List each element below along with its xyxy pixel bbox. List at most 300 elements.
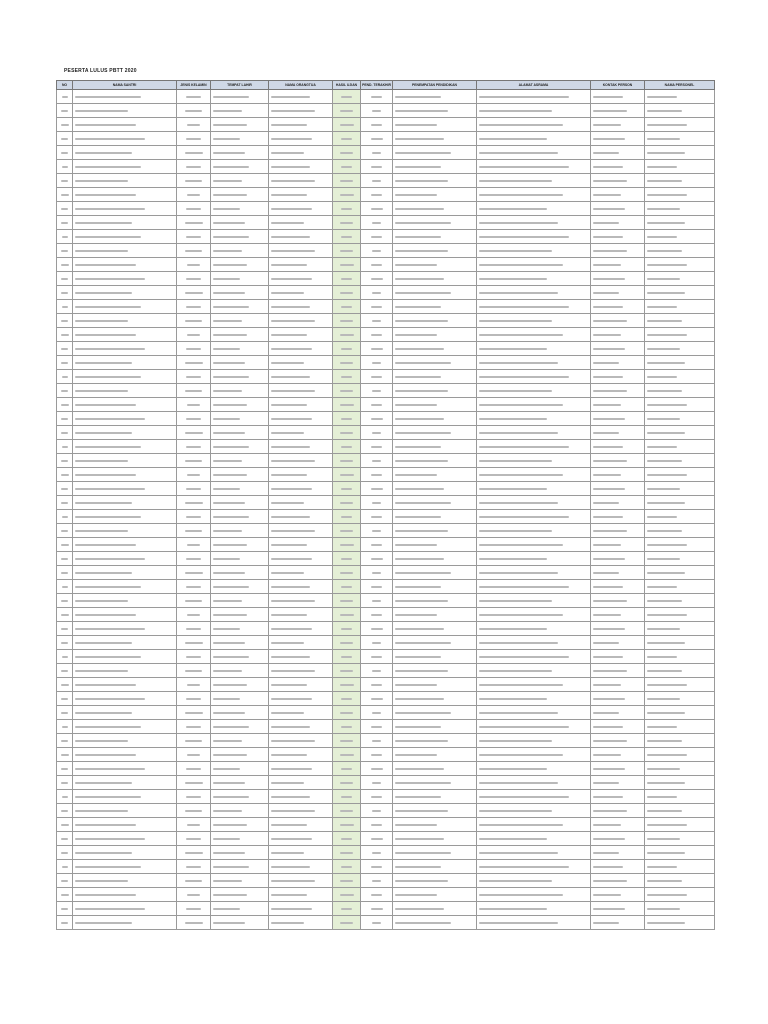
illegible-text-placeholder xyxy=(479,278,547,280)
table-cell-placeholder xyxy=(73,734,177,748)
illegible-text-placeholder xyxy=(395,726,441,728)
illegible-text-placeholder xyxy=(213,124,247,126)
illegible-text-placeholder xyxy=(593,320,627,322)
table-cell-placeholder xyxy=(57,748,73,762)
illegible-text-placeholder xyxy=(647,180,682,182)
table-cell-placeholder xyxy=(333,552,361,566)
illegible-text-placeholder xyxy=(372,852,382,854)
table-cell-placeholder xyxy=(269,384,333,398)
table-cell-placeholder xyxy=(645,510,715,524)
table-cell-placeholder xyxy=(361,902,393,916)
illegible-text-placeholder xyxy=(340,264,354,266)
illegible-text-placeholder xyxy=(341,516,352,518)
table-cell-placeholder xyxy=(361,650,393,664)
illegible-text-placeholder xyxy=(479,544,563,546)
illegible-text-placeholder xyxy=(340,474,354,476)
table-cell-placeholder xyxy=(57,566,73,580)
table-cell-placeholder xyxy=(269,370,333,384)
table-cell-placeholder xyxy=(211,748,269,762)
illegible-text-placeholder xyxy=(62,656,68,658)
table-cell-placeholder xyxy=(645,580,715,594)
table-cell-placeholder xyxy=(73,454,177,468)
table-cell-placeholder xyxy=(645,356,715,370)
table-cell-placeholder xyxy=(57,720,73,734)
table-cell-placeholder xyxy=(645,650,715,664)
table-cell-placeholder xyxy=(269,174,333,188)
table-cell-placeholder xyxy=(269,496,333,510)
illegible-text-placeholder xyxy=(75,824,136,826)
table-cell-placeholder xyxy=(361,104,393,118)
illegible-text-placeholder xyxy=(593,628,625,630)
table-cell-placeholder xyxy=(269,216,333,230)
illegible-text-placeholder xyxy=(479,222,558,224)
illegible-text-placeholder xyxy=(61,754,69,756)
illegible-text-placeholder xyxy=(271,208,312,210)
col-header-penempatan: PENEMPATAN PENDIDIKAN xyxy=(393,81,477,90)
illegible-text-placeholder xyxy=(395,264,437,266)
illegible-text-placeholder xyxy=(372,152,382,154)
table-cell-placeholder xyxy=(591,734,645,748)
illegible-text-placeholder xyxy=(271,530,315,532)
table-cell-placeholder xyxy=(393,776,477,790)
table-cell-placeholder xyxy=(591,398,645,412)
illegible-text-placeholder xyxy=(340,432,353,434)
illegible-text-placeholder xyxy=(395,768,444,770)
table-row xyxy=(57,902,715,916)
illegible-text-placeholder xyxy=(395,880,448,882)
illegible-text-placeholder xyxy=(62,586,68,588)
illegible-text-placeholder xyxy=(75,208,145,210)
illegible-text-placeholder xyxy=(371,866,382,868)
table-cell-placeholder xyxy=(393,846,477,860)
table-cell-placeholder xyxy=(73,818,177,832)
illegible-text-placeholder xyxy=(479,320,552,322)
illegible-text-placeholder xyxy=(271,684,307,686)
illegible-text-placeholder xyxy=(213,208,240,210)
illegible-text-placeholder xyxy=(61,124,69,126)
table-cell-placeholder xyxy=(269,440,333,454)
table-cell-placeholder xyxy=(57,678,73,692)
illegible-text-placeholder xyxy=(61,278,68,280)
table-cell-placeholder xyxy=(591,776,645,790)
table-cell-placeholder xyxy=(645,174,715,188)
table-cell-placeholder xyxy=(591,314,645,328)
table-row xyxy=(57,370,715,384)
illegible-text-placeholder xyxy=(187,754,201,756)
illegible-text-placeholder xyxy=(185,670,202,672)
illegible-text-placeholder xyxy=(479,908,547,910)
illegible-text-placeholder xyxy=(647,278,680,280)
illegible-text-placeholder xyxy=(341,208,352,210)
table-cell-placeholder xyxy=(361,692,393,706)
illegible-text-placeholder xyxy=(371,586,382,588)
table-cell-placeholder xyxy=(73,804,177,818)
illegible-text-placeholder xyxy=(75,194,136,196)
illegible-text-placeholder xyxy=(271,628,312,630)
table-cell-placeholder xyxy=(211,244,269,258)
illegible-text-placeholder xyxy=(395,656,441,658)
table-cell-placeholder xyxy=(211,300,269,314)
illegible-text-placeholder xyxy=(340,110,352,112)
table-row xyxy=(57,258,715,272)
table-row xyxy=(57,482,715,496)
illegible-text-placeholder xyxy=(647,334,687,336)
illegible-text-placeholder xyxy=(593,250,627,252)
illegible-text-placeholder xyxy=(61,880,68,882)
table-cell-placeholder xyxy=(57,426,73,440)
table-cell-placeholder xyxy=(393,524,477,538)
illegible-text-placeholder xyxy=(75,432,132,434)
table-cell-placeholder xyxy=(73,398,177,412)
illegible-text-placeholder xyxy=(479,110,552,112)
table-cell-placeholder xyxy=(57,314,73,328)
illegible-text-placeholder xyxy=(593,488,625,490)
illegible-text-placeholder xyxy=(75,530,128,532)
table-cell-placeholder xyxy=(57,342,73,356)
table-row xyxy=(57,132,715,146)
table-cell-placeholder xyxy=(269,300,333,314)
illegible-text-placeholder xyxy=(75,348,145,350)
table-cell-placeholder xyxy=(361,468,393,482)
table-cell-placeholder xyxy=(477,272,591,286)
table-cell-placeholder xyxy=(177,160,211,174)
table-row xyxy=(57,440,715,454)
table-cell-placeholder xyxy=(361,916,393,930)
illegible-text-placeholder xyxy=(479,404,563,406)
table-cell-placeholder xyxy=(393,874,477,888)
table-cell-placeholder xyxy=(57,482,73,496)
table-cell-placeholder xyxy=(361,454,393,468)
table-row xyxy=(57,314,715,328)
table-cell-placeholder xyxy=(591,272,645,286)
illegible-text-placeholder xyxy=(271,194,307,196)
table-cell-placeholder xyxy=(73,496,177,510)
illegible-text-placeholder xyxy=(213,488,240,490)
table-cell-placeholder xyxy=(211,832,269,846)
table-cell-placeholder xyxy=(393,594,477,608)
table-cell-placeholder xyxy=(645,370,715,384)
table-cell-placeholder xyxy=(269,524,333,538)
table-cell-placeholder xyxy=(333,118,361,132)
table-cell-placeholder xyxy=(645,412,715,426)
table-cell-placeholder xyxy=(477,188,591,202)
table-cell-placeholder xyxy=(269,286,333,300)
table-cell-placeholder xyxy=(477,90,591,104)
illegible-text-placeholder xyxy=(186,376,201,378)
table-cell-placeholder xyxy=(645,888,715,902)
table-cell-placeholder xyxy=(333,384,361,398)
table-cell-placeholder xyxy=(177,622,211,636)
illegible-text-placeholder xyxy=(371,768,383,770)
table-cell-placeholder xyxy=(177,496,211,510)
illegible-text-placeholder xyxy=(75,474,136,476)
table-cell-placeholder xyxy=(333,90,361,104)
illegible-text-placeholder xyxy=(341,446,352,448)
illegible-text-placeholder xyxy=(75,166,141,168)
table-cell-placeholder xyxy=(269,566,333,580)
table-cell-placeholder xyxy=(73,720,177,734)
illegible-text-placeholder xyxy=(185,320,202,322)
illegible-text-placeholder xyxy=(371,614,382,616)
illegible-text-placeholder xyxy=(647,894,687,896)
table-cell-placeholder xyxy=(361,202,393,216)
table-row xyxy=(57,426,715,440)
table-cell-placeholder xyxy=(477,314,591,328)
illegible-text-placeholder xyxy=(340,810,352,812)
col-header-no: NO xyxy=(57,81,73,90)
table-cell-placeholder xyxy=(393,860,477,874)
illegible-text-placeholder xyxy=(340,572,353,574)
illegible-text-placeholder xyxy=(213,138,240,140)
illegible-text-placeholder xyxy=(271,712,304,714)
illegible-text-placeholder xyxy=(647,726,677,728)
illegible-text-placeholder xyxy=(75,754,136,756)
illegible-text-placeholder xyxy=(647,600,682,602)
table-cell-placeholder xyxy=(591,146,645,160)
illegible-text-placeholder xyxy=(213,768,240,770)
illegible-text-placeholder xyxy=(271,782,304,784)
table-cell-placeholder xyxy=(333,818,361,832)
table-cell-placeholder xyxy=(177,664,211,678)
table-cell-placeholder xyxy=(645,608,715,622)
illegible-text-placeholder xyxy=(187,404,201,406)
table-cell-placeholder xyxy=(211,692,269,706)
table-cell-placeholder xyxy=(269,762,333,776)
illegible-text-placeholder xyxy=(395,796,441,798)
table-row xyxy=(57,622,715,636)
illegible-text-placeholder xyxy=(75,600,128,602)
table-cell-placeholder xyxy=(393,706,477,720)
table-cell-placeholder xyxy=(177,580,211,594)
table-cell-placeholder xyxy=(645,496,715,510)
table-cell-placeholder xyxy=(591,748,645,762)
table-cell-placeholder xyxy=(591,888,645,902)
table-cell-placeholder xyxy=(477,468,591,482)
table-cell-placeholder xyxy=(393,734,477,748)
table-cell-placeholder xyxy=(177,902,211,916)
table-cell-placeholder xyxy=(361,608,393,622)
illegible-text-placeholder xyxy=(187,894,201,896)
illegible-text-placeholder xyxy=(395,530,448,532)
illegible-text-placeholder xyxy=(75,152,132,154)
illegible-text-placeholder xyxy=(593,768,625,770)
illegible-text-placeholder xyxy=(213,152,245,154)
illegible-text-placeholder xyxy=(75,502,132,504)
illegible-text-placeholder xyxy=(75,768,145,770)
table-cell-placeholder xyxy=(57,244,73,258)
illegible-text-placeholder xyxy=(185,250,202,252)
table-cell-placeholder xyxy=(269,818,333,832)
table-cell-placeholder xyxy=(211,594,269,608)
table-cell-placeholder xyxy=(591,286,645,300)
illegible-text-placeholder xyxy=(75,124,136,126)
table-cell-placeholder xyxy=(269,90,333,104)
table-cell-placeholder xyxy=(211,776,269,790)
table-cell-placeholder xyxy=(645,860,715,874)
illegible-text-placeholder xyxy=(213,838,240,840)
table-cell-placeholder xyxy=(361,328,393,342)
illegible-text-placeholder xyxy=(75,586,141,588)
table-cell-placeholder xyxy=(177,832,211,846)
illegible-text-placeholder xyxy=(213,852,245,854)
table-cell-placeholder xyxy=(645,426,715,440)
illegible-text-placeholder xyxy=(593,586,623,588)
illegible-text-placeholder xyxy=(271,852,304,854)
table-cell-placeholder xyxy=(73,524,177,538)
illegible-text-placeholder xyxy=(479,810,552,812)
table-cell-placeholder xyxy=(645,146,715,160)
illegible-text-placeholder xyxy=(61,264,69,266)
table-cell-placeholder xyxy=(477,678,591,692)
table-cell-placeholder xyxy=(393,202,477,216)
table-cell-placeholder xyxy=(645,440,715,454)
illegible-text-placeholder xyxy=(61,740,68,742)
illegible-text-placeholder xyxy=(371,726,382,728)
illegible-text-placeholder xyxy=(271,796,310,798)
table-cell-placeholder xyxy=(177,216,211,230)
document-title: PESERTA LULUS PBTT 2020 xyxy=(64,68,137,74)
table-cell-placeholder xyxy=(73,594,177,608)
table-cell-placeholder xyxy=(591,846,645,860)
illegible-text-placeholder xyxy=(372,642,382,644)
table-row xyxy=(57,636,715,650)
table-cell-placeholder xyxy=(361,636,393,650)
table-cell-placeholder xyxy=(333,706,361,720)
table-cell-placeholder xyxy=(333,580,361,594)
illegible-text-placeholder xyxy=(185,530,202,532)
table-cell-placeholder xyxy=(645,314,715,328)
table-cell-placeholder xyxy=(645,678,715,692)
table-cell-placeholder xyxy=(333,846,361,860)
table-cell-placeholder xyxy=(177,146,211,160)
col-header-nama-personel: NAMA PERSONEL xyxy=(645,81,715,90)
illegible-text-placeholder xyxy=(213,334,247,336)
table-cell-placeholder xyxy=(333,860,361,874)
illegible-text-placeholder xyxy=(647,810,682,812)
table-cell-placeholder xyxy=(333,468,361,482)
table-cell-placeholder xyxy=(361,258,393,272)
illegible-text-placeholder xyxy=(61,292,69,294)
table-cell-placeholder xyxy=(269,846,333,860)
table-cell-placeholder xyxy=(361,860,393,874)
table-row xyxy=(57,398,715,412)
table-cell-placeholder xyxy=(57,664,73,678)
table-cell-placeholder xyxy=(269,776,333,790)
col-header-tempat-lahir: TEMPAT LAHIR xyxy=(211,81,269,90)
table-cell-placeholder xyxy=(393,692,477,706)
illegible-text-placeholder xyxy=(647,544,687,546)
table-cell-placeholder xyxy=(211,216,269,230)
table-cell-placeholder xyxy=(269,230,333,244)
illegible-text-placeholder xyxy=(479,432,558,434)
illegible-text-placeholder xyxy=(213,796,249,798)
illegible-text-placeholder xyxy=(213,684,247,686)
table-cell-placeholder xyxy=(333,342,361,356)
illegible-text-placeholder xyxy=(271,768,312,770)
table-cell-placeholder xyxy=(269,510,333,524)
table-cell-placeholder xyxy=(269,594,333,608)
illegible-text-placeholder xyxy=(75,110,128,112)
illegible-text-placeholder xyxy=(479,558,547,560)
table-cell-placeholder xyxy=(393,314,477,328)
illegible-text-placeholder xyxy=(647,782,685,784)
table-row xyxy=(57,776,715,790)
illegible-text-placeholder xyxy=(479,376,569,378)
table-cell-placeholder xyxy=(591,384,645,398)
illegible-text-placeholder xyxy=(213,530,242,532)
illegible-text-placeholder xyxy=(75,418,145,420)
illegible-text-placeholder xyxy=(479,334,563,336)
illegible-text-placeholder xyxy=(213,516,249,518)
table-cell-placeholder xyxy=(333,160,361,174)
table-cell-placeholder xyxy=(393,454,477,468)
table-cell-placeholder xyxy=(361,286,393,300)
illegible-text-placeholder xyxy=(213,810,242,812)
table-cell-placeholder xyxy=(477,762,591,776)
table-cell-placeholder xyxy=(333,636,361,650)
illegible-text-placeholder xyxy=(61,684,69,686)
table-cell-placeholder xyxy=(57,216,73,230)
illegible-text-placeholder xyxy=(185,642,203,644)
table-body xyxy=(57,90,715,930)
illegible-text-placeholder xyxy=(647,642,685,644)
table-cell-placeholder xyxy=(333,174,361,188)
illegible-text-placeholder xyxy=(340,362,353,364)
illegible-text-placeholder xyxy=(593,544,621,546)
table-cell-placeholder xyxy=(361,818,393,832)
table-cell-placeholder xyxy=(177,174,211,188)
illegible-text-placeholder xyxy=(372,390,381,392)
table-cell-placeholder xyxy=(591,860,645,874)
table-cell-placeholder xyxy=(591,608,645,622)
illegible-text-placeholder xyxy=(647,656,677,658)
table-cell-placeholder xyxy=(393,230,477,244)
table-cell-placeholder xyxy=(333,272,361,286)
table-cell-placeholder xyxy=(361,510,393,524)
illegible-text-placeholder xyxy=(213,194,247,196)
table-row xyxy=(57,580,715,594)
illegible-text-placeholder xyxy=(75,516,141,518)
table-cell-placeholder xyxy=(269,118,333,132)
table-cell-placeholder xyxy=(477,230,591,244)
table-cell-placeholder xyxy=(73,258,177,272)
table-cell-placeholder xyxy=(477,538,591,552)
illegible-text-placeholder xyxy=(593,894,621,896)
illegible-text-placeholder xyxy=(593,740,627,742)
illegible-text-placeholder xyxy=(213,180,242,182)
illegible-text-placeholder xyxy=(75,712,132,714)
illegible-text-placeholder xyxy=(479,362,558,364)
table-row xyxy=(57,762,715,776)
illegible-text-placeholder xyxy=(395,110,448,112)
table-cell-placeholder xyxy=(333,776,361,790)
illegible-text-placeholder xyxy=(395,306,441,308)
illegible-text-placeholder xyxy=(372,670,381,672)
table-cell-placeholder xyxy=(393,328,477,342)
illegible-text-placeholder xyxy=(61,572,69,574)
table-cell-placeholder xyxy=(73,706,177,720)
illegible-text-placeholder xyxy=(341,306,352,308)
table-cell-placeholder xyxy=(73,776,177,790)
table-cell-placeholder xyxy=(333,314,361,328)
illegible-text-placeholder xyxy=(395,418,444,420)
table-cell-placeholder xyxy=(177,384,211,398)
table-cell-placeholder xyxy=(269,160,333,174)
illegible-text-placeholder xyxy=(213,572,245,574)
table-cell-placeholder xyxy=(73,412,177,426)
illegible-text-placeholder xyxy=(371,908,383,910)
table-cell-placeholder xyxy=(591,174,645,188)
